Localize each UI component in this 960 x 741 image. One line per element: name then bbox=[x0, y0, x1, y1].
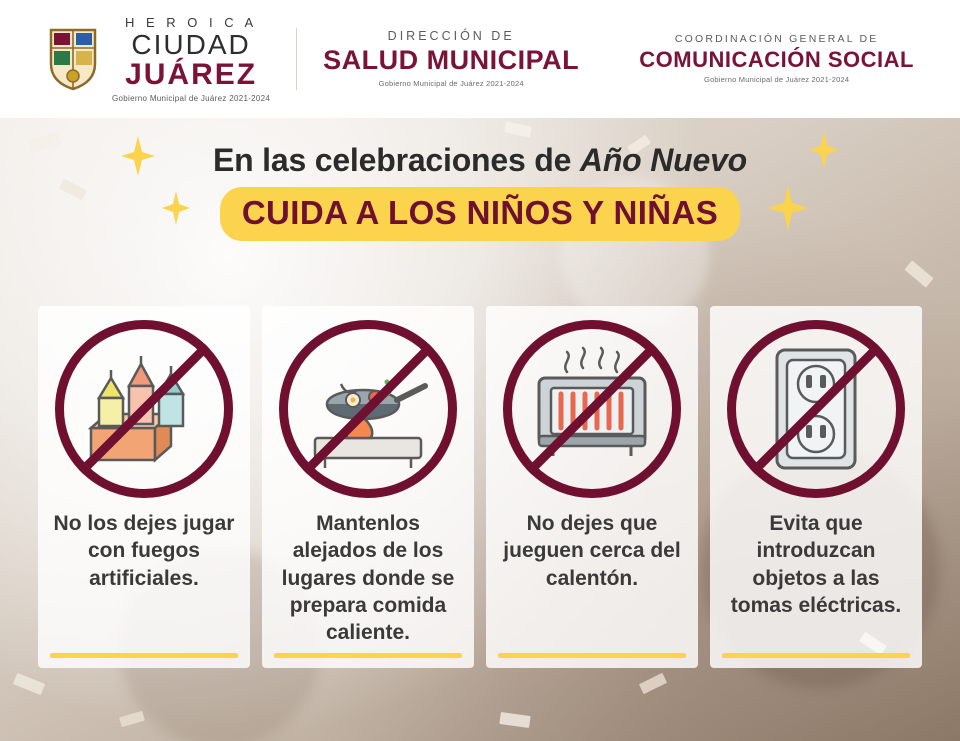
sparkle-icon-right bbox=[809, 132, 839, 173]
brand-lockup-juarez bbox=[46, 16, 270, 103]
brand-juarez-label: JUÁREZ bbox=[125, 57, 258, 91]
sparkle-icon-lower-left bbox=[162, 191, 190, 230]
title-subtitle-badge: CUIDA A LOS NIÑOS Y NIÑAS bbox=[220, 187, 740, 241]
fireworks-prohibited-icon bbox=[55, 320, 233, 498]
tip-card-fireworks bbox=[38, 306, 250, 668]
confetti-6 bbox=[13, 673, 45, 695]
tip-card-heater-text: No dejes que jueguen cerca del calentón. bbox=[503, 512, 681, 590]
header-divider bbox=[296, 28, 297, 90]
confetti-8 bbox=[499, 712, 530, 728]
electrical-outlet-prohibited-icon bbox=[727, 320, 905, 498]
department-salud-title: SALUD MUNICIPAL bbox=[323, 45, 580, 76]
department-salud-subtitle: Gobierno Municipal de Juárez 2021-2024 bbox=[378, 79, 524, 89]
tip-card-outlet-text: Evita que introduzcan objetos a las tomas eléctricas. bbox=[730, 512, 902, 617]
title-line1-pre: En las celebraciones de bbox=[212, 142, 580, 178]
tip-card-hot-food bbox=[262, 306, 474, 668]
department-comunicacion-social bbox=[639, 33, 914, 85]
card-accent-rule bbox=[498, 653, 686, 658]
tip-card-fireworks-text: No los dejes jugar con fuegos artificiales. bbox=[53, 512, 235, 590]
sparkle-icon-left bbox=[121, 136, 155, 181]
card-accent-rule bbox=[274, 653, 462, 658]
tip-card-outlet bbox=[710, 306, 922, 668]
department-salud-municipal bbox=[323, 29, 579, 89]
tips-card-row bbox=[0, 306, 960, 668]
tip-card-heater bbox=[486, 306, 698, 668]
brand-heroica-label: H E R O I C A bbox=[124, 14, 258, 30]
coat-of-arms-icon bbox=[46, 26, 100, 92]
page-title bbox=[213, 142, 747, 179]
department-comunicacion-eyebrow: COORDINACIÓN GENERAL DE bbox=[674, 33, 879, 45]
confetti-3 bbox=[504, 121, 532, 137]
department-comunicacion-title: COMUNICACIÓN SOCIAL bbox=[639, 47, 914, 73]
title-line1-italic: Año Nuevo bbox=[579, 142, 748, 178]
title-block bbox=[0, 142, 960, 241]
header-bar bbox=[0, 0, 960, 118]
poster-body bbox=[0, 118, 960, 741]
department-salud-eyebrow: DIRECCIÓN DE bbox=[387, 28, 515, 43]
brand-subtitle: Gobierno Municipal de Juárez 2021-2024 bbox=[112, 93, 271, 103]
hot-cooking-prohibited-icon bbox=[279, 320, 457, 498]
sparkle-icon-lower-right bbox=[768, 185, 808, 236]
card-accent-rule bbox=[50, 653, 238, 658]
title-highlight-wrap bbox=[220, 187, 740, 241]
confetti-9 bbox=[639, 673, 667, 694]
tip-card-hot-food-text: Mantenlos alejados de los lugares donde se prepara comida caliente. bbox=[281, 512, 455, 645]
confetti-5 bbox=[904, 260, 933, 287]
department-comunicacion-subtitle: Gobierno Municipal de Juárez 2021-2024 bbox=[704, 75, 850, 85]
heater-prohibited-icon bbox=[503, 320, 681, 498]
confetti-7 bbox=[119, 711, 145, 727]
card-accent-rule bbox=[722, 653, 910, 658]
brand-ciudad-label: CIUDAD bbox=[131, 28, 251, 60]
